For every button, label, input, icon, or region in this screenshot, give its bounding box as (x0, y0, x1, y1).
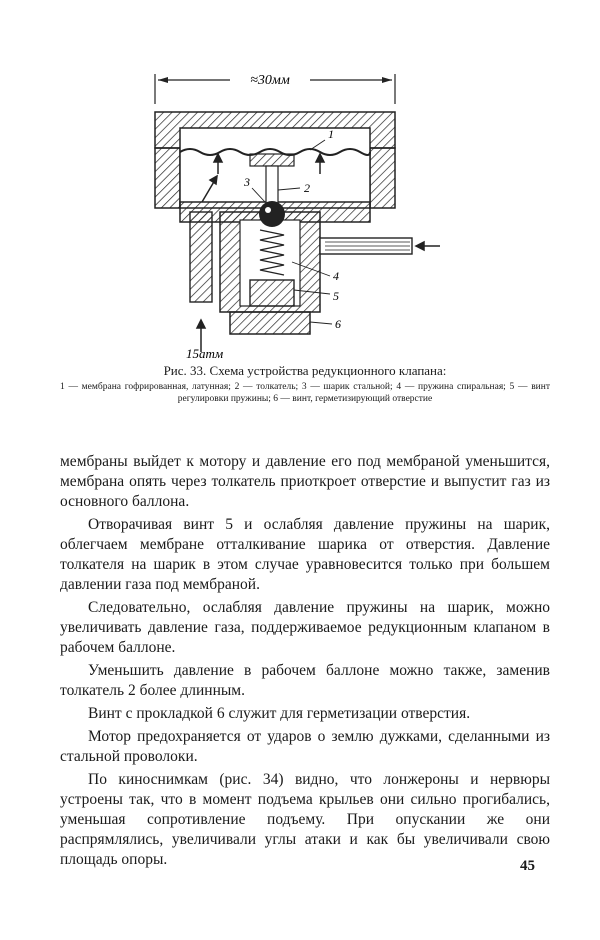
page-number: 45 (520, 858, 535, 874)
steel-ball (259, 201, 285, 227)
paragraph: Следовательно, ослабляя давление пружины на шарик, можно увеличивать давление газа, поддерживаемое редукционным клапаном в рабочем баллоне. (60, 599, 550, 656)
paragraph: мембраны выйдет к мотору и давление его под мембраной уменьшится, мембрана опять через толкатель приоткроет отверстие и выпустит газ из основного баллона. (60, 453, 550, 510)
caption-legend: 1 — мембрана гофрированная, латунная; 2 — толкатель; 3 — шарик стальной; 4 — пружина спиральная; 5 — винт регулировки пружины; 6 — винт, герметизирующий отверстие (60, 382, 550, 404)
pressure-label: 15атм (186, 346, 224, 361)
part-label-2: 2 (304, 181, 310, 195)
figure-caption (60, 362, 550, 405)
part-label-1: 1 (328, 127, 334, 141)
part-label-4: 4 (333, 269, 339, 283)
part-label-3: 3 (244, 175, 250, 189)
dimension-label: ≈30мм (250, 73, 290, 88)
adjusting-screw (250, 280, 294, 306)
inlet-pipe (320, 238, 412, 254)
part-label-6: 6 (335, 317, 341, 331)
paragraph: Мотор предохраняется от ударов о землю дужками, сделанными из стальной проволоки. (60, 728, 550, 765)
paragraph: По киноснимкам (рис. 34) видно, что лонжероны и нервюры устроены так, что в момент подъема крыльев они сильно прогибались, уменьшая сопротивление подъему. При опускании же они распрямлялись, увеличивали углы атаки и как бы увеличивали свою площадь опоры. (60, 771, 550, 868)
paragraph: Винт с прокладкой 6 служит для герметизации отверстия. (88, 705, 471, 722)
outlet-pipe (190, 212, 212, 302)
valve-diagram (120, 62, 450, 362)
paragraph: Отворачивая винт 5 и ослабляя давление пружины на шарик, облегчаем мембране отталкивание шарика от отверстия. Давление толкателя на шарик в этом случае уравновесится только при большем давлении газа под мембраной. (60, 516, 550, 593)
caption-title: Рис. 33. Схема устройства редукционного клапана: (163, 363, 447, 378)
part-label-5: 5 (333, 289, 339, 303)
paragraph: Уменьшить давление в рабочем баллоне можно также, заменив толкатель 2 более длинным. (60, 662, 550, 699)
body-text (60, 452, 550, 873)
